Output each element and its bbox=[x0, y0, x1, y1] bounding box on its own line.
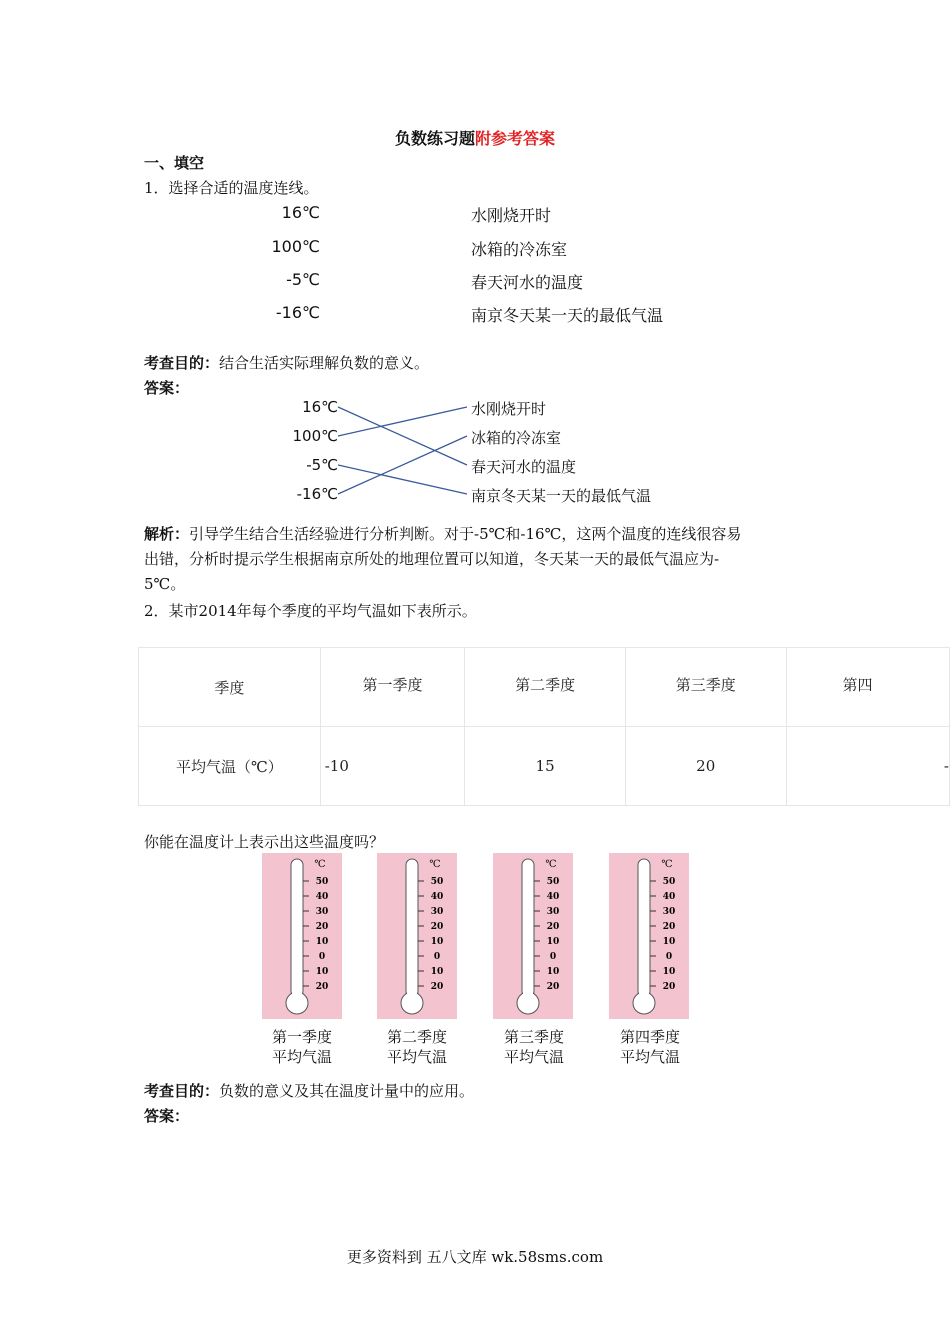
footer: 更多资料到 五八文库 wk.58sms.com bbox=[346, 1248, 604, 1266]
tick-label: 40 bbox=[662, 892, 676, 902]
thermometer-caption bbox=[252, 1027, 352, 1067]
title-highlight: 附参考答案 bbox=[475, 129, 556, 148]
table-cell: 第一季度 bbox=[320, 648, 465, 727]
caption-line: 第二季度 bbox=[386, 1028, 447, 1046]
tick-label: 40 bbox=[315, 892, 329, 902]
answer-desc: 水刚烧开时 bbox=[471, 400, 547, 418]
thermometer-unit: ℃ bbox=[429, 859, 441, 870]
table-cell: 第二季度 bbox=[465, 648, 626, 727]
caption-line: 平均气温 bbox=[386, 1048, 447, 1066]
match-line bbox=[338, 407, 467, 465]
desc-item: 冰箱的冷冻室 bbox=[471, 240, 568, 259]
answer-desc: 春天河水的温度 bbox=[471, 458, 577, 476]
answer-temp: 16℃ bbox=[302, 398, 338, 416]
tick-label: 10 bbox=[662, 967, 676, 977]
tick-label: 0 bbox=[665, 952, 673, 962]
thermometer-caption bbox=[367, 1027, 467, 1067]
tick-label: 30 bbox=[315, 907, 329, 917]
tick-label: 30 bbox=[662, 907, 676, 917]
tick-label: 50 bbox=[315, 877, 329, 887]
temp-item: 100℃ bbox=[271, 237, 320, 256]
thermometer-unit: ℃ bbox=[545, 859, 557, 870]
thermometer-icon bbox=[493, 853, 573, 1019]
tick-label: 0 bbox=[318, 952, 326, 962]
table-cell: 第四 bbox=[786, 648, 949, 727]
answer-temp: -16℃ bbox=[296, 485, 338, 503]
tick-label: 10 bbox=[662, 937, 676, 947]
tick-label: 0 bbox=[433, 952, 441, 962]
thermometer bbox=[609, 853, 689, 1019]
purpose-2 bbox=[144, 1080, 474, 1101]
tick-label: 40 bbox=[430, 892, 444, 902]
temp-item: -16℃ bbox=[275, 303, 320, 322]
match-line bbox=[338, 436, 467, 494]
tick-label: 20 bbox=[315, 982, 329, 992]
caption-line: 第四季度 bbox=[619, 1028, 680, 1046]
question-1: 1．选择合适的温度连线。 bbox=[144, 179, 319, 197]
table-row bbox=[139, 648, 950, 727]
matching-lines bbox=[0, 0, 950, 600]
table-cell: 平均气温（℃） bbox=[139, 727, 321, 806]
tick-label: 50 bbox=[430, 877, 444, 887]
answer-temp: -5℃ bbox=[306, 456, 338, 474]
tick-label: 20 bbox=[546, 982, 560, 992]
tick-label: 50 bbox=[546, 877, 560, 887]
analysis bbox=[144, 522, 824, 597]
tick-label: 20 bbox=[430, 922, 444, 932]
purpose-text: 负数的意义及其在温度计量中的应用。 bbox=[219, 1082, 475, 1100]
thermometer-caption bbox=[600, 1027, 700, 1067]
thermometer-unit: ℃ bbox=[314, 859, 326, 870]
thermometer-icon bbox=[262, 853, 342, 1019]
purpose-text: 结合生活实际理解负数的意义。 bbox=[219, 354, 430, 372]
tick-label: 10 bbox=[430, 967, 444, 977]
tick-label: 20 bbox=[546, 922, 560, 932]
thermometer bbox=[377, 853, 457, 1019]
tick-label: 10 bbox=[315, 967, 329, 977]
desc-item: 南京冬天某一天的最低气温 bbox=[471, 306, 664, 325]
thermometer-icon bbox=[609, 853, 689, 1019]
desc-item: 春天河水的温度 bbox=[471, 273, 584, 292]
analysis-label: 解析： bbox=[144, 525, 190, 543]
tick-label: 20 bbox=[662, 982, 676, 992]
table-cell: -10 bbox=[320, 727, 465, 806]
caption-line: 平均气温 bbox=[271, 1048, 332, 1066]
caption-line: 平均气温 bbox=[503, 1048, 564, 1066]
analysis-line: 引导学生结合生活经验进行分析判断。对于-5℃和-16℃，这两个温度的连线很容易 bbox=[189, 525, 742, 543]
question-2-prompt: 你能在温度计上表示出这些温度吗？ bbox=[144, 833, 385, 851]
desc-item: 水刚烧开时 bbox=[471, 206, 552, 225]
tick-label: 10 bbox=[546, 937, 560, 947]
table-cell: 15 bbox=[465, 727, 626, 806]
caption-line: 平均气温 bbox=[619, 1048, 680, 1066]
purpose-label: 考查目的： bbox=[144, 354, 220, 372]
match-line bbox=[338, 465, 467, 494]
purpose-label: 考查目的： bbox=[144, 1082, 220, 1100]
tick-label: 40 bbox=[546, 892, 560, 902]
tick-label: 10 bbox=[546, 967, 560, 977]
question-2: 2．某市2014年每个季度的平均气温如下表所示。 bbox=[144, 602, 477, 620]
tick-label: 50 bbox=[662, 877, 676, 887]
answer-desc: 南京冬天某一天的最低气温 bbox=[471, 487, 652, 505]
title-main: 负数练习题 bbox=[394, 129, 475, 148]
thermometer-icon bbox=[377, 853, 457, 1019]
temp-item: 16℃ bbox=[281, 203, 320, 222]
tick-label: 20 bbox=[430, 982, 444, 992]
analysis-line: 出错，分析时提示学生根据南京所处的地理位置可以知道，冬天某一天的最低气温应为- bbox=[144, 550, 720, 568]
temperature-table bbox=[138, 647, 950, 806]
thermometer bbox=[262, 853, 342, 1019]
caption-line: 第三季度 bbox=[503, 1028, 564, 1046]
thermometer-unit: ℃ bbox=[661, 859, 673, 870]
tick-label: 20 bbox=[315, 922, 329, 932]
section-heading: 一、填空 bbox=[144, 154, 205, 172]
table-row bbox=[139, 727, 950, 806]
answer-temp: 100℃ bbox=[292, 427, 338, 445]
answer-label-2: 答案： bbox=[144, 1107, 190, 1125]
tick-label: 30 bbox=[430, 907, 444, 917]
table-cell: 第三季度 bbox=[625, 648, 786, 727]
tick-label: 10 bbox=[315, 937, 329, 947]
table-cell: 20 bbox=[625, 727, 786, 806]
caption-line: 第一季度 bbox=[271, 1028, 332, 1046]
table-cell: - bbox=[786, 727, 949, 806]
analysis-line: 5℃。 bbox=[144, 575, 186, 593]
tick-label: 30 bbox=[546, 907, 560, 917]
tick-label: 0 bbox=[549, 952, 557, 962]
answer-label-1: 答案： bbox=[144, 379, 190, 397]
match-line bbox=[338, 407, 467, 436]
tick-label: 20 bbox=[662, 922, 676, 932]
table-cell: 季度 bbox=[139, 648, 321, 727]
tick-label: 10 bbox=[430, 937, 444, 947]
answer-desc: 冰箱的冷冻室 bbox=[471, 429, 562, 447]
thermometer-caption bbox=[484, 1027, 584, 1067]
temp-item: -5℃ bbox=[286, 270, 320, 289]
thermometer bbox=[493, 853, 573, 1019]
